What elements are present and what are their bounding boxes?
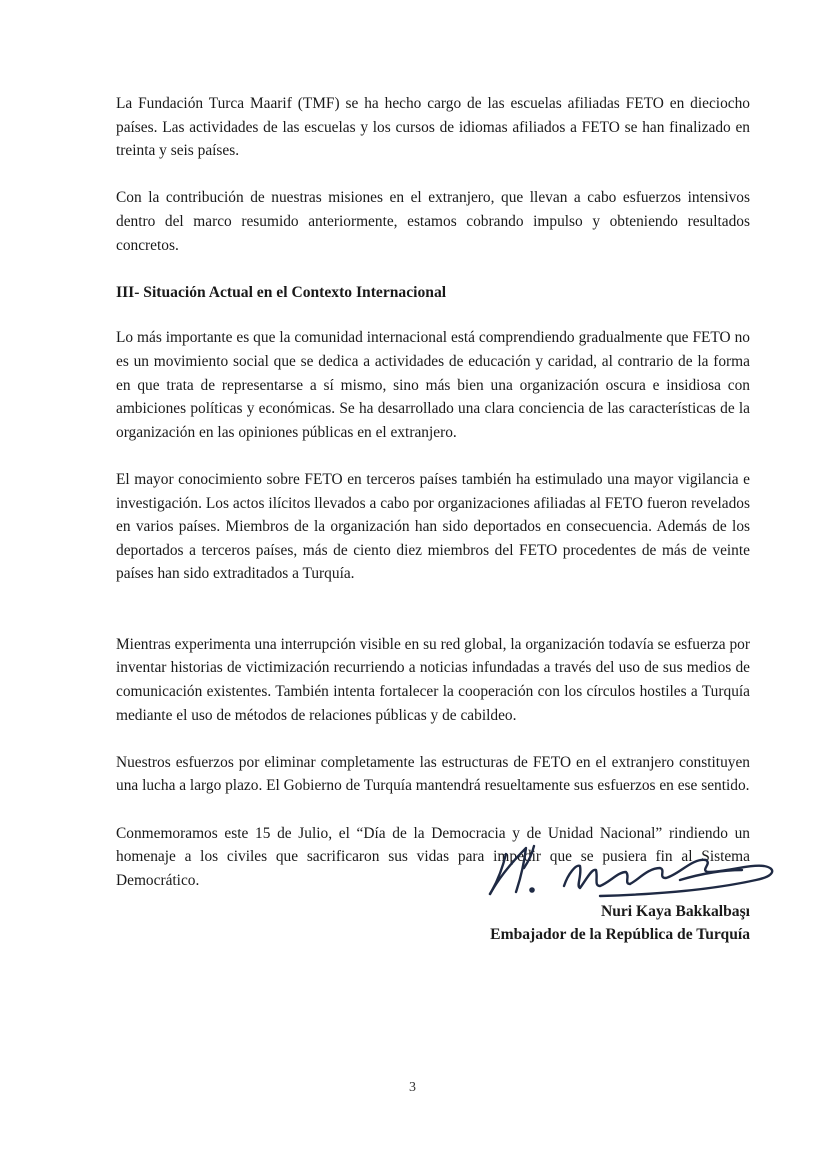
document-body <box>116 92 750 916</box>
paragraph-international-community: Lo más importante es que la comunidad internacional está comprendiendo gradualmente que FETO no es un movimiento social que se dedica a actividades de educación y caridad, al contrario de la forma en que trata de representarse a sí mismo, sino más bien una organización oscura e insidiosa con ambiciones políticas y económicas. Se ha desarrollado una clara conciencia de las características de la organización en las opiniones públicas en el extranjero. <box>116 329 750 441</box>
paragraph-missions-contribution: Con la contribución de nuestras misiones en el extranjero, que llevan a cabo esfuerzos intensivos dentro del marco resumido anteriormente, estamos cobrando impulso y obteniendo resultados concretos. <box>116 189 750 254</box>
paragraph-third-countries: El mayor conocimiento sobre FETO en terceros países también ha estimulado una mayor vigilancia e investigación. Los actos ilícitos llevados a cabo por organizaciones afiliadas al FETO fueron revelados en varios países. Miembros de la organización han sido deportados en consecuencia. Además de los deportados a terceros países, más de ciento diez miembros del FETO procedentes de más de veinte países han sido extraditados a Turquía. <box>116 470 750 583</box>
signer-name: Nuri Kaya Bakkalbaşı <box>600 903 750 920</box>
signature-block <box>490 900 750 946</box>
paragraph-global-network: Mientras experimenta una interrupción visible en su red global, la organización todavía se esfuerza por inventar historias de victimización recurriendo a noticias infundadas a través del uso de sus medios de comunicación existentes. También intenta fortalecer la cooperación con los círculos hostiles a Turquía mediante el uso de métodos de relaciones públicas y de cabildeo. <box>116 635 750 724</box>
section-heading: III- Situación Actual en el Contexto Internacional <box>116 283 447 301</box>
paragraph-commemoration: Conmemoramos este 15 de Julio, el “Día de la Democracia y de Unidad Nacional” rindiendo un homenaje a los civiles que sacrificaron sus vidas para impedir que se pusiera fin al Sistema Democrático. <box>116 824 750 889</box>
paragraph-long-term-struggle: Nuestros esfuerzos por eliminar completamente las estructuras de FETO en el extranjero constituyen una lucha a largo plazo. El Gobierno de Turquía mantendrá resueltamente sus esfuerzos en ese sentido. <box>116 753 750 795</box>
page-number: 3 <box>409 1080 416 1095</box>
paragraph-tmf-schools: La Fundación Turca Maarif (TMF) se ha hecho cargo de las escuelas afiliadas FETO en dieciocho países. Las actividades de las escuelas y los cursos de idiomas afiliados a FETO se han finalizado en treinta y seis países. <box>116 95 750 160</box>
signer-title: Embajador de la República de Turquía <box>490 926 750 943</box>
